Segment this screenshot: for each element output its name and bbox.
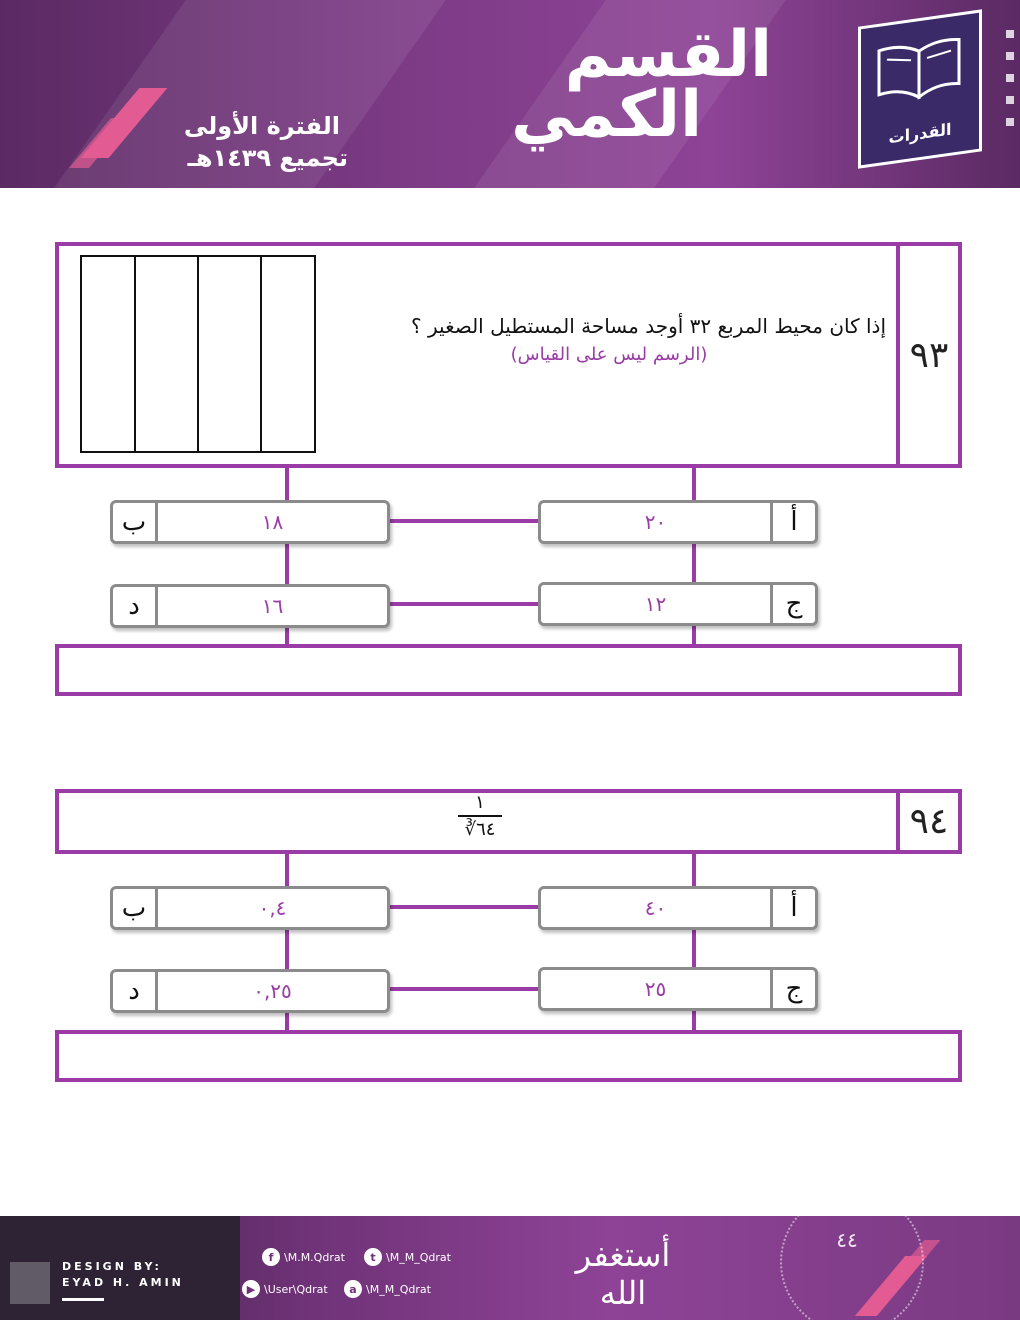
divider-line: [197, 257, 199, 451]
facebook-icon: f: [262, 1248, 280, 1266]
page-number: ٤٤: [836, 1228, 858, 1252]
divider-line: [260, 257, 262, 451]
qudurat-logo: [858, 9, 982, 168]
page-header: [0, 0, 1020, 188]
facebook-handle: \M.M.Qdrat: [284, 1250, 345, 1264]
connector-line: [388, 519, 540, 523]
option-d[interactable]: [110, 584, 390, 628]
calligraphy-text: أستغفر الله: [575, 1236, 671, 1312]
design-credit: DESIGN BY:: [62, 1260, 162, 1273]
option-value: ١٨: [261, 510, 284, 534]
period-label: الفترة الأولى: [183, 112, 340, 140]
option-letter: ب: [113, 503, 158, 541]
answer-box[interactable]: [55, 1030, 962, 1082]
collection-label: تجميع ١٤٣٩هـ: [187, 144, 348, 172]
edge-dots: [1006, 30, 1016, 140]
youtube-link[interactable]: [242, 1280, 328, 1298]
option-a[interactable]: [538, 500, 818, 544]
option-letter: ج: [770, 585, 815, 623]
connector-line: [388, 987, 540, 991]
book-icon: [875, 31, 963, 105]
credit-underline: [62, 1298, 104, 1301]
option-value: ٢٥: [644, 977, 667, 1001]
section-title-line2: الكمي: [511, 78, 702, 152]
option-letter: د: [113, 587, 158, 625]
option-letter: أ: [770, 889, 815, 927]
option-b[interactable]: [110, 886, 390, 930]
option-d[interactable]: [110, 969, 390, 1013]
fraction-bar: [458, 815, 502, 817]
fraction-denominator: ∛٦٤: [464, 819, 496, 840]
option-a[interactable]: [538, 886, 818, 930]
page-number-circle: [780, 1190, 924, 1334]
answer-box[interactable]: [55, 644, 962, 696]
option-c[interactable]: [538, 582, 818, 626]
logo-text: القدرات: [888, 119, 952, 148]
ask-handle: \M_M_Qdrat: [366, 1282, 431, 1296]
divider-line: [134, 257, 136, 451]
question-number: ٩٤: [896, 793, 958, 850]
option-value: ٠,٢٥: [253, 979, 292, 1003]
ask-link[interactable]: [344, 1280, 431, 1298]
option-b[interactable]: [110, 500, 390, 544]
section-title: القسم: [564, 18, 772, 92]
scale-note: (الرسم ليس على القياس): [510, 344, 708, 365]
fraction-expression: [440, 792, 520, 840]
option-value: ٤٠: [644, 896, 667, 920]
question-text: إذا كان محيط المربع ٣٢ أوجد مساحة المستطيل الصغير ؟: [411, 314, 886, 338]
youtube-handle: \User\Qdrat: [264, 1282, 328, 1296]
ask-icon: a: [344, 1280, 362, 1298]
option-value: ١٦: [261, 594, 284, 618]
question-number: ٩٣: [896, 246, 958, 464]
question-93-box: [55, 242, 962, 468]
designer-signature: [10, 1262, 50, 1304]
option-value: ٠,٤: [258, 896, 287, 920]
option-value: ١٢: [644, 592, 667, 616]
option-letter: أ: [770, 503, 815, 541]
connector-line: [388, 905, 540, 909]
option-letter: د: [113, 972, 158, 1010]
connector-line: [388, 602, 540, 606]
fraction-numerator: ١: [475, 792, 485, 813]
designer-name: EYAD H. AMIN: [62, 1276, 184, 1289]
option-letter: ج: [770, 970, 815, 1008]
option-value: ٢٠: [644, 510, 667, 534]
option-letter: ب: [113, 889, 158, 927]
twitter-handle: \M_M_Qdrat: [386, 1250, 451, 1264]
twitter-icon: t: [364, 1248, 382, 1266]
twitter-link[interactable]: [364, 1248, 451, 1266]
facebook-link[interactable]: [262, 1248, 345, 1266]
option-c[interactable]: [538, 967, 818, 1011]
square-figure: [80, 255, 316, 453]
youtube-icon: ▶: [242, 1280, 260, 1298]
